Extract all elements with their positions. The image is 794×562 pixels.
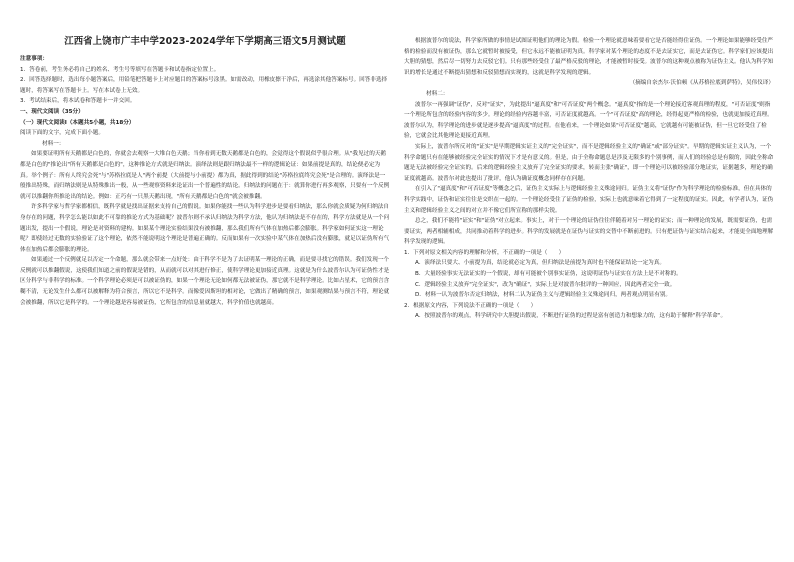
exam-title: 江西省上饶市广丰中学2023-2024学年下学期高三语文5月测试题 — [64, 36, 346, 47]
notice-item: 1．答卷前，考生务必将自己的姓名、考生号等填写在答题卡和试卷指定位置上。 — [20, 66, 220, 73]
reading-instruction: 阅读下面的文字，完成下面小题。 — [20, 130, 104, 137]
passage-paragraph: 实际上，波普尔所反对的"证实"是早期逻辑实证主义的"完全证实"，而不是逻辑经验主义的"确证"或"部分证实"。早期的逻辑实证主义认为，一个科学命题只有在能够被经验完全证实的情况下才是有意义的。但是，由于全称命题总是涉及无限多的个别事例，而人们的经验总是有限的，因此全称命题是无法被经验完全证实的。后来的逻辑经验主义放弃了完全证实的要求，转而主张"确证"，即一个理论可以被经验部分地证实，证据越多，理论的确证度就越高。波普尔对此也提出了批评，他认为确证度概念同样存在问题。 — [404, 143, 774, 182]
passage-paragraph: 如果要证明所有天鹅都是白色的，你就会去观察一大堆白色天鹅；当你看到无数天鹅都是白色的，会觉得这个假说似乎很合理。从"我见过的天鹅都是白色的"推论出"所有天鹅都是白色的"，这种推论方式就是归纳法。演绎法则是跟归纳法最不一样的逻辑论证：如果前提是真的，结论便必定为真。举个例子：所有人终究会死"与"苏格拉底是人"两个前提（大前提与小前提）都为真，据此得到的结论"苏格拉底终究会死"是合理的。演绎法是一般推出特殊，而归纳法则是从特殊推出一般，从一些观察资料来论证出一个普遍性的结论。归纳法的问题在于：就算你进行再多观察，只要有一个反例就可以推翻你所推论出的结论。例如：正巧有一只黑天鹅出现，"所有天鹅都是白色的"就会被推翻。 — [20, 151, 390, 200]
question-stem: 2．根据原文内容，下列说法不正确的一项是（ ） — [404, 302, 537, 309]
right-column — [404, 36, 774, 562]
question-option: D．材料一认为波普尔否定归纳法，材料二认为证伪主义与逻辑经验主义殊途同归，两者观点明显有别。 — [415, 292, 672, 299]
question-option: A．演绎法只要大、小前提为真，结论就必定为真，但归纳法是前提为真时也不能保证结论一定为真。 — [415, 260, 665, 267]
left-column — [20, 36, 390, 562]
passage-paragraph: 总之，我们不能将"证实"和"证伪"对立起来。事实上，对于一个理论的证伪往往伴随着对另一理论的证实；而一种理论的发展，既需要证伪，也需要证实，两者相辅相成，共同推动着科学的进步。科学的发展就是在证伪与证实的交替中不断前进的。只有把证伪与证实结合起来，才能更全面地理解科学发现的逻辑。 — [404, 218, 774, 246]
question-option: B．大量经验事实无法证实的一个假说，却有可能被个别事实证伪，这说明证伪与证实在方法上是不对称的。 — [415, 271, 682, 278]
question-option: C．逻辑经验主义放弃"完全证实"，改为"确证"，实际上是对波普尔批评的一种回应，因此两者完全一致。 — [415, 281, 676, 288]
notice-item: 3．考试结束后，将本试卷和答题卡一并交回。 — [20, 98, 136, 105]
question-option: A．按照波普尔的观点，科学研究中大胆提出假说，不断进行证伪的过程是富有创造力和想象力的，这有助于解释"科学革命"。 — [415, 313, 727, 320]
passage-paragraph: 波普尔一再强调"证伪"，反对"证实"，为此提出"逼真度"和"可否证度"两个概念。"逼真度"指的是一个理论接近客观真理的程度，"可否证度"则指一个理论所包含的经验内容的多少。理论的经验内容越丰富，可否证度就越高。一个"可否证度"高的理论，经得起更严格的检验，也就更加接近真理。波普尔认为，科学理论的进步就是逐步提高"逼真度"的过程。在他看来，一个理论如果"可否证度"越高，它就越有可能被证伪，但一旦它经受住了检验，它就会比其他理论更接近真理。 — [404, 101, 773, 140]
passage-paragraph: 在引入了"逼真度"和"可否证度"等概念之后，证伪主义实际上与逻辑经验主义殊途同归。证伪主义将"证伪"作为科学理论的检验标准，但在具体的科学实践中，证伪和证实往往是交织在一起的。一个理论经受住了证伪的检验，实际上也就意味着它得到了一定程度的证实。因此，有学者认为，证伪主义和逻辑经验主义之间的对立并不像它们所宣称的那样尖锐。 — [404, 186, 774, 214]
passage-paragraph: 根据波普尔的说法，科学家所做的事情是试图证明他们的理论为假。检验一个理论就意味着要看它是否能经得住证伪。一个理论如果能够经受住严格的检验而没有被证伪，那么它就暂时被接受，但它永远不能被证明为真。科学家对某个理论的态度不是去证实它，而是去证伪它。科学家们应该提出大胆的猜想，然后尽一切努力去反驳它们。只有那些经受住了最严格反驳的理论，才能被暂时接受。波普尔的这种观点被称为证伪主义。他认为科学知识的增长是通过不断提出猜想和反驳猜想而实现的，这就是科学发现的逻辑。 — [404, 38, 774, 76]
notice-heading: 注意事项： — [20, 56, 48, 62]
notice-item: 2．回答选择题时，选出每小题答案后，用铅笔把答题卡上对应题目的答案标号涂黑。如需改动，用橡皮擦干净后，再选涂其他答案标号。回答非选择题时，将答案写在答题卡上。写在本试卷上无效。 — [20, 77, 388, 94]
material-label: 材料一： — [42, 140, 65, 147]
question-stem: 1．下列对原文相关内容的理解和分析，不正确的一项是（ ） — [404, 249, 565, 256]
passage-paragraph: 许多科学家与哲学家都相信，既科学就是找出证据来支持自己的假说。如果你能找一些认为科学进步是要看归纳法，那么你就会质疑为何归纳法自身存在的问题，科学怎么能以如此不可靠的推论方式为基础呢？波普尔则不承认归纳法为科学方法，他认为归纳法是不存在的，科学方法就是从一个问题出发，提出一个假说，理论是对资料的建构。如果某个理论实验结果没有被推翻，那么我们所有气体在加热后都会膨胀。科学家如何证实这一理论呢？即使经过无数的实验验证了这个理论，依然不能说明这个理论是普遍正确的。反而如果有一次实验中某气体在加热后没有膨胀，就足以证伪所有气体在加热后都会膨胀的理论。 — [20, 204, 390, 253]
section-heading: 一、现代文阅读（35分） — [20, 108, 84, 115]
passage-paragraph: 如果通过一个反例就足以否定一个命题，那么就会带来一点好处：由于科学不是为了去证明某一理论的正确，而是要寻找它的错误。我们发现一个反例就可以推翻假说，这使我们知道之前的假说是错的，从而就可以对其进行修正，使科学理论更加接近真理。这就是为什么波普尔认为可证伪性才是区分科学与非科学的标准。一个科学理论必须是可以被证伪的，如果一个理论无论如何都无法被证伪，那它就不是科学理论。比如占星术，它的预言含糊不清，无论发生什么都可以被解释为符合预言，所以它不是科学。而像爱因斯坦的相对论，它做出了精确的预言，如果观测结果与预言不符，理论就会被推翻，所以它是科学的。一个理论越是容易被证伪，它所包含的信息量就越大，科学价值也就越高。 — [20, 257, 390, 306]
passage-source: （摘编自奈杰尔·沃伯顿《从苏格拉底到萨特》，吴伟仪译） — [629, 80, 774, 87]
material-label: 材料二： — [426, 90, 449, 97]
subsection-heading: （一）现代文阅读Ⅰ（本题共5小题，共18分） — [20, 119, 135, 126]
